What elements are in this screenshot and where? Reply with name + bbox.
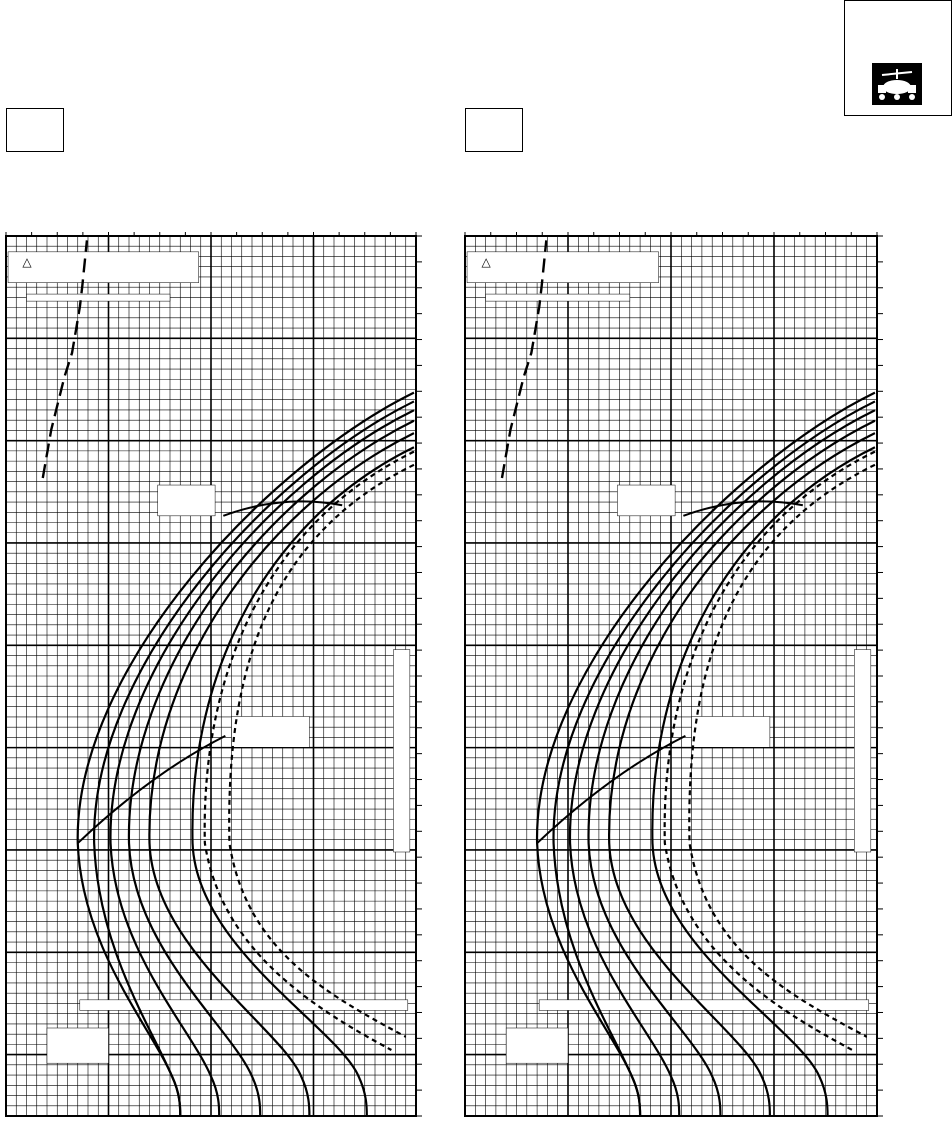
legend-triangle-symbol: △ — [22, 254, 32, 269]
legend-box — [8, 252, 199, 283]
curve-label-box-lower — [47, 1028, 109, 1063]
vertical-label-box — [393, 650, 409, 852]
curve-label-box-middle — [232, 716, 310, 747]
chart-panel-right — [465, 232, 883, 1116]
top-label-strip — [486, 294, 630, 301]
legend-triangle-symbol: △ — [481, 254, 491, 269]
chart-panel-left — [6, 232, 422, 1116]
vertical-label-box — [854, 650, 870, 852]
top-label-strip — [27, 294, 171, 301]
curve-label-box-upper — [158, 485, 215, 516]
curve-label-box-upper — [617, 485, 675, 516]
curve-label-box-middle — [692, 716, 770, 747]
curve-label-box-lower — [506, 1028, 568, 1063]
legend-box — [467, 252, 659, 283]
